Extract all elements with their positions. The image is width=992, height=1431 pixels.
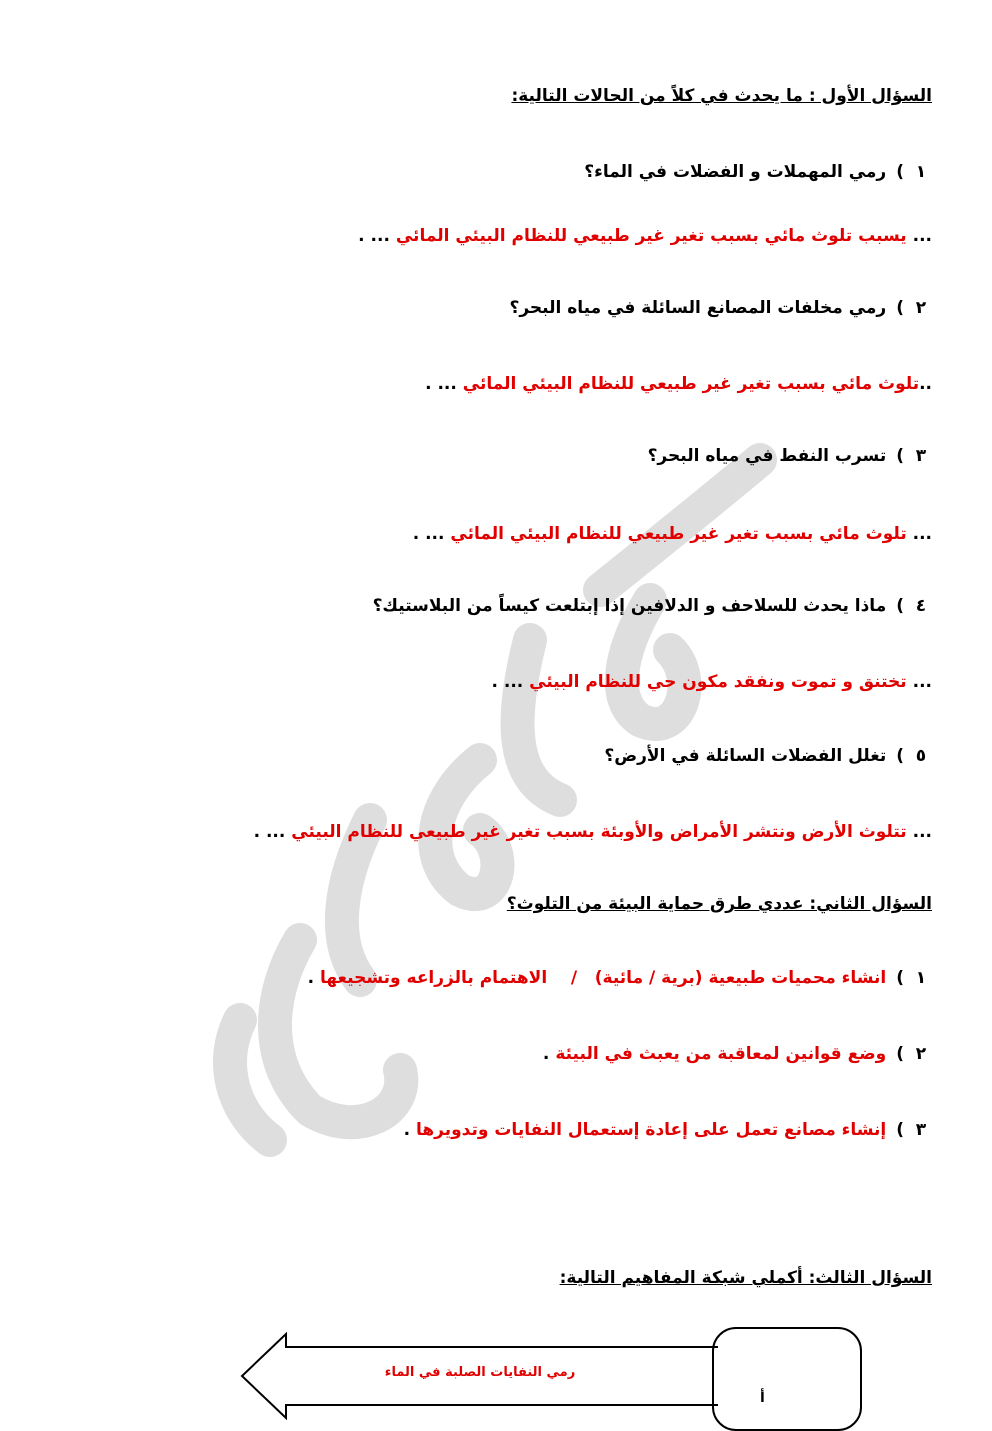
- answer-suffix: .: [403, 1120, 411, 1140]
- answer-suffix: ... .: [253, 822, 286, 842]
- item-paren: ): [896, 596, 904, 616]
- item-paren: ): [896, 968, 904, 988]
- item-number: ٢: [915, 298, 927, 318]
- answer-text: تلوث مائي بسبب تغير غير طبيعي للنظام البيئي المائي: [450, 524, 907, 544]
- answer-suffix: ... .: [412, 524, 445, 544]
- answer-text: تختنق و تموت ونفقد مكون حي للنظام البيئي: [529, 672, 907, 692]
- answer-text: انشاء محميات طبيعية (برية / مائية) / الاهتمام بالزراعه وتشجيعها: [319, 968, 887, 988]
- q1-item-2: [509, 296, 932, 320]
- q2-item-3: [404, 1118, 932, 1142]
- q2-item-2: [543, 1042, 932, 1066]
- concept-side-box: [712, 1327, 862, 1431]
- item-paren: ): [896, 298, 904, 318]
- q1-heading: السؤال الأول : ما يحدث في كلاً من الحالات التالية:: [511, 86, 932, 106]
- question-text: رمي مخلفات المصانع السائلة في مياه البحر؟: [509, 298, 887, 318]
- answer-text: وضع قوانين لمعاقبة من يعبث في البيئة: [555, 1044, 887, 1064]
- q1-answer-5: [254, 820, 932, 844]
- item-paren: ): [896, 746, 904, 766]
- q1-item-3: [648, 444, 932, 468]
- answer-text: يسبب تلوث مائي بسبب تغير غير طبيعي للنظام البيئي المائي: [395, 226, 907, 246]
- item-number: ١: [915, 162, 927, 182]
- item-number: ٥: [915, 746, 927, 766]
- question-text: ماذا يحدث للسلاحف و الدلافين إذا إبتلعت كيساً من البلاستيك؟: [372, 596, 887, 616]
- item-paren: ): [896, 1044, 904, 1064]
- answer-suffix: ... .: [425, 374, 457, 394]
- item-number: ٤: [915, 596, 927, 616]
- item-paren: ): [896, 162, 904, 182]
- q1-item-4: [373, 594, 932, 618]
- answer-text: تتلوث الأرض ونتشر الأمراض والأوبئة بسبب تغير غير طبيعي للنظام البيئي: [291, 822, 907, 842]
- q2-item-1: [308, 966, 932, 990]
- q1-item-5: [604, 744, 932, 768]
- question-text: رمي المهملات و الفضلات في الماء؟: [584, 162, 887, 182]
- item-number: ٣: [915, 1120, 927, 1140]
- q1-answer-1: [358, 224, 932, 248]
- answer-prefix: ...: [912, 672, 932, 692]
- answer-prefix: ...: [912, 524, 932, 544]
- answer-prefix: ...: [912, 226, 932, 246]
- q1-answer-3: [413, 522, 932, 546]
- q1-answer-4: [491, 670, 932, 694]
- q1-item-1: [584, 160, 932, 184]
- answer-suffix: ... .: [491, 672, 524, 692]
- question-text: تغلل الفضلات السائلة في الأرض؟: [604, 746, 887, 766]
- answer-text: إنشاء مصانع تعمل على إعادة إستعمال النفايات وتدويرها: [415, 1120, 887, 1140]
- answer-suffix: .: [307, 968, 315, 988]
- concept-side-text: أ: [760, 1390, 765, 1406]
- item-number: ١: [915, 968, 927, 988]
- item-number: ٢: [915, 1044, 927, 1064]
- item-number: ٣: [915, 446, 927, 466]
- answer-text: تلوث مائي بسبب تغير غير طبيعي للنظام البيئي المائي: [462, 374, 920, 394]
- concept-arrow-text: رمي النفايات الصلبة في الماء: [384, 1365, 576, 1380]
- answer-suffix: ... .: [358, 226, 390, 246]
- q3-heading: السؤال الثالث: أكملي شبكة المفاهيم التالية:: [559, 1268, 932, 1288]
- question-text: تسرب النفط في مياه البحر؟: [647, 446, 887, 466]
- item-paren: ): [896, 1120, 904, 1140]
- item-paren: ): [896, 446, 904, 466]
- q1-answer-2: [425, 372, 932, 396]
- q2-heading: السؤال الثاني: عددي طرق حماية البيئة من التلوث؟: [506, 894, 932, 914]
- answer-suffix: .: [542, 1044, 550, 1064]
- answer-prefix: ..: [919, 374, 932, 394]
- answer-prefix: ...: [912, 822, 932, 842]
